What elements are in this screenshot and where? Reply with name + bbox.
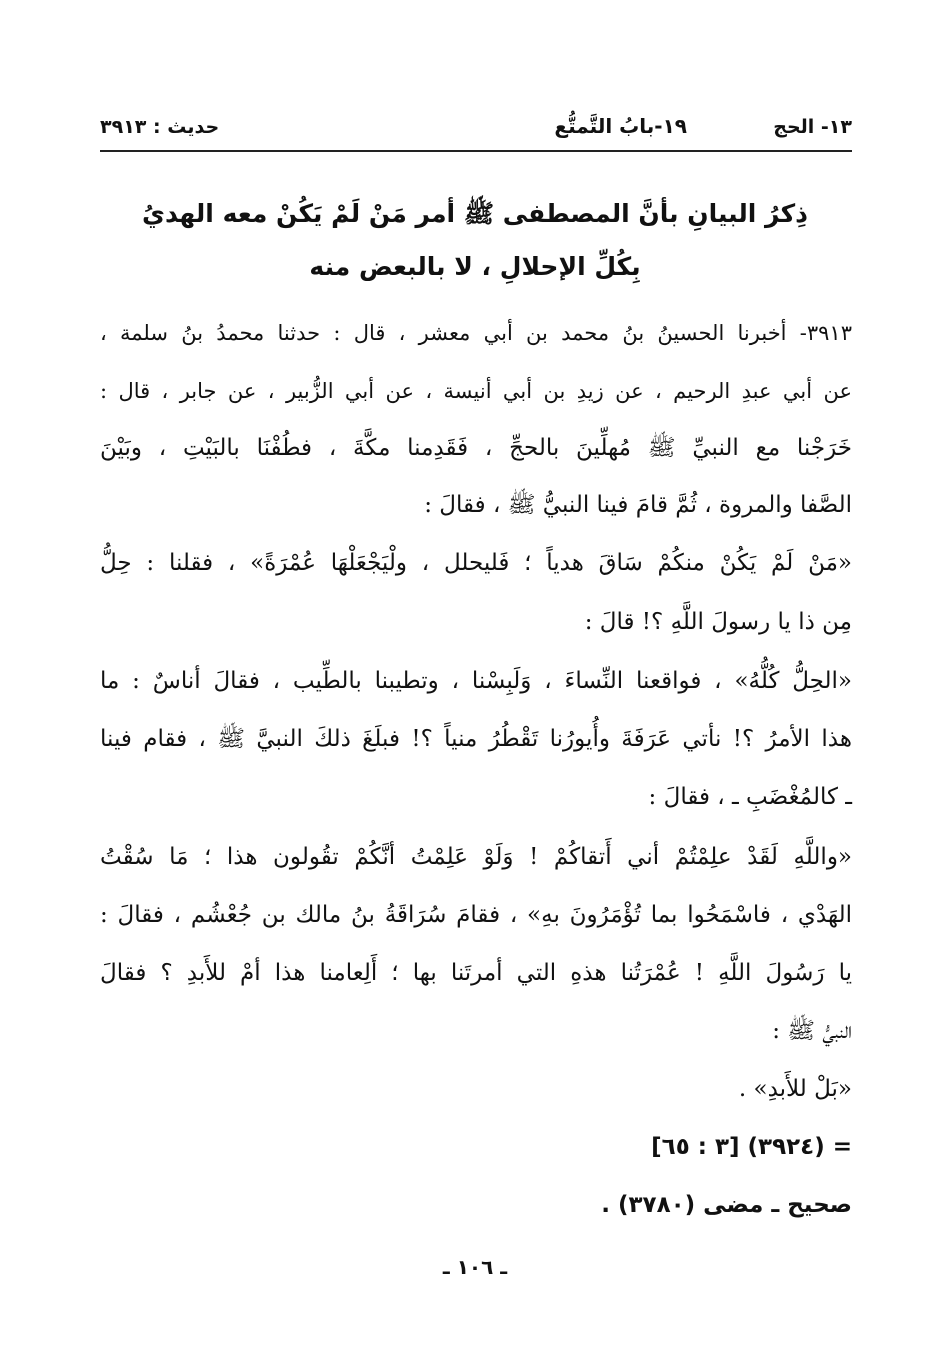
chapter-title: ١٣- الحج [773,116,852,138]
text-line-12: يا رَسُولَ اللَّهِ ! عُمْرَتُنا هذهِ التي أمرتَنا بها ؛ أَلِعامنا هذا أمْ للأَبدِ ؟ فقالَ [100,960,852,986]
page-number: ـ ١٠٦ ـ [442,1255,508,1279]
bab-title: ١٩-بابُ التَّمتُّع [554,114,687,138]
running-header [100,108,852,148]
text-line-14: «بَلْ للأَبدِ» . [738,1076,852,1102]
text-line-3: خَرَجْنا مع النبيِّ ﷺ مُهلِّينَ بالحجِّ ، فَقَدِمنا مكَّةَ ، فطُفْنَا بالبَيْتِ ، وبَيْنَ [100,435,852,461]
text-line-11: الهَدْي ، فاسْمَحُوا بما تُؤْمَرُونَ بهِ» ، فقامَ سُرَاقَةُ بنُ مالك بن جُعْشُم ، فقالَ : [100,902,852,928]
text-line-2: عن أبي عبدِ الرحيم ، عن زيدِ بن أبي أنيسة ، عن أبي الزُّبير ، عن جابر ، قال : [100,379,852,403]
header-rule [100,150,852,152]
text-line-1: ٣٩١٣- أخبرنا الحسينُ بنُ محمد بن أبي معشر ، قال : حدثنا محمدُ بنُ سلمة ، [100,321,852,345]
text-line-6: مِن ذا يا رسولَ اللَّهِ ؟! قالَ : [584,609,852,635]
text-line-4: الصَّفا والمروة ، ثُمَّ قامَ فينا النبيُّ ﷺ ، فقالَ : [424,492,852,518]
text-line-9: ـ كالمُغْضَبِ ـ ، فقالَ : [648,784,852,810]
text-line-8: هذا الأمرُ ؟! نأتي عَرَفَةَ وأُيورُنا تَقْطُرُ منياً ؟! فبلَغَ ذلكَ النبيَّ ﷺ ، فقام فينا [100,726,852,752]
hadith-number: حديث : ٣٩١٣ [100,116,220,138]
text-line-10: «واللَّهِ لَقَدْ علِمْتُمْ أني أَتقاكُمْ ! وَلَوْ عَلِمْتُ أنَّكُمْ تقُولون هذا ؛ مَا سُقْتُ [100,844,852,870]
grading-note: صحيح ـ مضى (٣٧٨٠) . [601,1192,852,1218]
text-line-7: «الحِلُّ كُلُّهُ» ، فواقعنا النِّساءَ ، وَلَبِسْنا ، وتطيبنا بالطِّيب ، فقالَ أناسٌ : ما [100,668,852,694]
text-line-13: النبيُّ ﷺ : [772,1018,852,1044]
text-line-5: «مَنْ لَمْ يَكُنْ منكُمْ سَاقَ هدياً ؛ فَليحلل ، ولْيَجْعَلْهَا عُمْرَةً» ، فقلنا : حِلُّ [100,550,852,576]
cross-reference: = (٣٩٢٤) [٣ : ٦٥] [651,1134,852,1160]
section-heading-line-1: ذِكرُ البيانِ بأنَّ المصطفى ﷺ أمر مَنْ لَمْ يَكُنْ معه الهديُ [142,199,808,228]
section-heading-line-2: بِكُلِّ الإحلالِ ، لا بالبعض منه [309,252,641,281]
